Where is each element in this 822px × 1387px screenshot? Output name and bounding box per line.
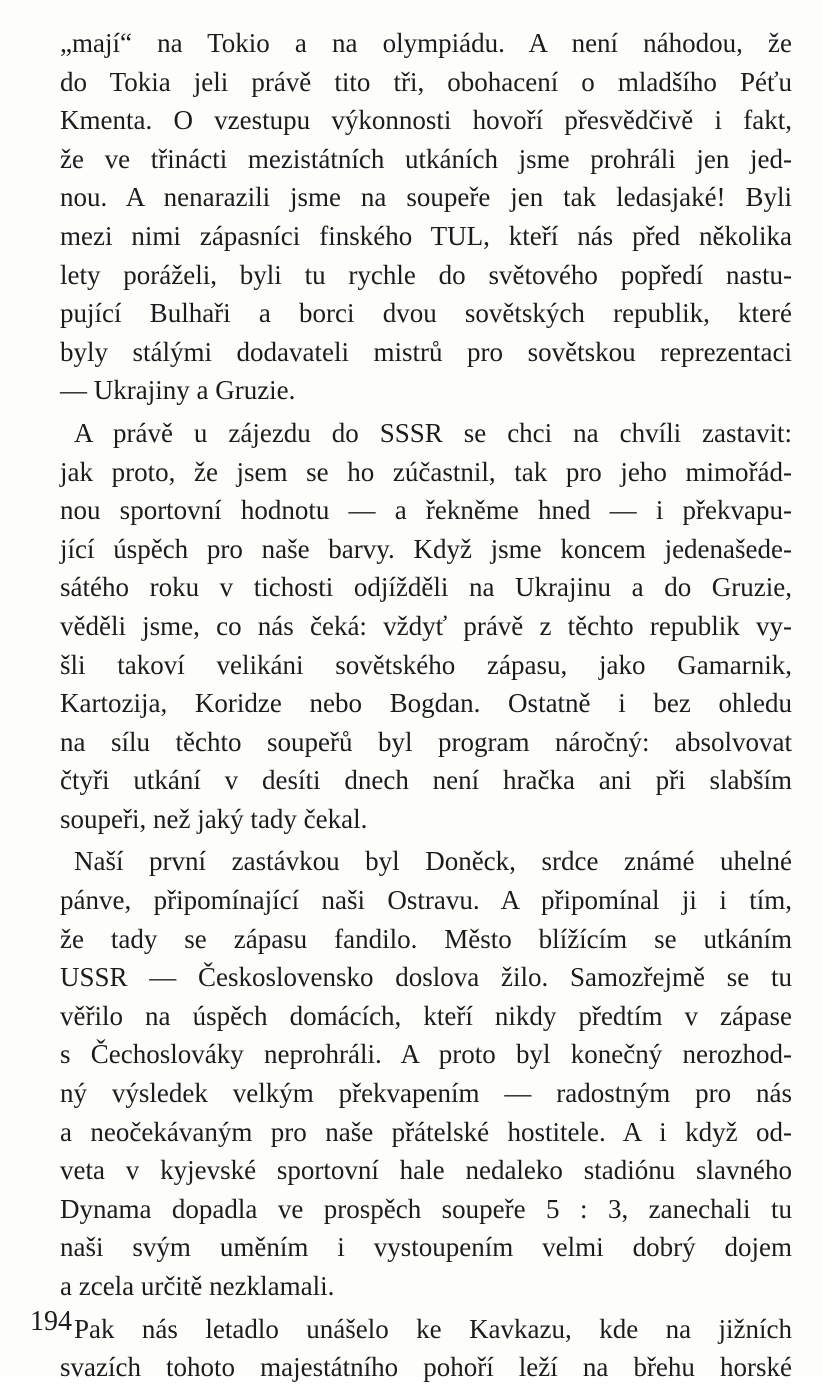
text-line: a neočekávaným pro naše přátelské hostitele. A i když od- [60,1116,792,1147]
text-line: na sílu těchto soupeřů byl program náročný: absolvovat [60,726,792,757]
paragraph [60,1310,792,1387]
text-line: lety poráželi, byli tu rychle do světového popředí nastu- [60,259,792,290]
text-line: Naší první zastávkou byl Doněck, srdce známé uhelné [74,846,792,877]
text-line: ný výsledek velkým překvapením — radostným pro nás [60,1078,792,1109]
text-line: A právě u zájezdu do SSSR se chci na chvíli zastavit: [74,417,792,448]
text-line: „mají“ na Tokio a na olympiádu. A není náhodou, že [60,28,792,58]
text-line: byly stálými dodavateli mistrů pro sovětskou reprezentaci [60,336,792,367]
text-line: soupeři, než jaký tady čekal. [60,803,368,834]
text-line: — Ukrajiny a Gruzie. [60,375,296,406]
text-line: do Tokia jeli právě tito tři, obohacení o mladšího Péťu [60,66,792,97]
text-line: Kmenta. O vzestupu výkonnosti hovoří přesvědčivě i fakt, [60,105,792,136]
text-line: jící úspěch pro naše barvy. Když jsme koncem jedenašede- [60,533,792,564]
text-line: pánve, připomínající naši Ostravu. A připomínal ji i tím, [60,885,792,916]
text-line: věřilo na úspěch domácích, kteří nikdy předtím v zápase [60,1000,792,1031]
text-line: svazích tohoto majestátního pohoří leží na břehu horské [60,1352,792,1383]
text-line: Dynama dopadla ve prospěch soupeře 5 : 3, zanechali tu [60,1193,792,1224]
text-line: že ve třinácti mezistátních utkáních jsme prohráli jen jed- [60,143,792,174]
text-line: pující Bulhaři a borci dvou sovětských republik, které [60,298,792,329]
text-line: věděli jsme, co nás čeká: vždyť právě z těchto republik vy- [60,610,792,641]
text-line: Kartozija, Koridze nebo Bogdan. Ostatně i bez ohledu [60,688,792,719]
paragraph [60,842,792,1305]
text-line: Pak nás letadlo unášelo ke Kavkazu, kde na jižních [74,1313,792,1344]
text-line: nou sportovní hodnotu — a řekněme hned — i překvapu- [60,495,792,526]
text-line: nou. A nenarazili jsme na soupeře jen tak ledasjaké! Byli [60,182,792,213]
text-line: jak proto, že jsem se ho zúčastnil, tak pro jeho mimořád- [60,456,792,487]
text-line: mezi nimi zápasníci finského TUL, kteří nás před několika [60,220,792,251]
body-text [60,24,792,1387]
text-line: veta v kyjevské sportovní hale nedaleko stadiónu slavného [60,1155,792,1186]
text-line: šli takoví velikáni sovětského zápasu, jako Gamarnik, [60,649,792,680]
text-line: a zcela určitě nezklamali. [60,1271,335,1301]
text-line: USSR — Československo doslova žilo. Samozřejmě se tu [60,962,792,993]
text-line: naši svým uměním i vystoupením velmi dobrý dojem [60,1232,792,1263]
paragraph [60,24,792,410]
text-line: čtyři utkání v desíti dnech není hračka ani při slabším [60,765,792,796]
text-line: s Čechoslováky neprohráli. A proto byl konečný nerozhod- [60,1039,792,1070]
paragraph [60,414,792,839]
page-number: 194 [30,1306,72,1337]
text-line: že tady se zápasu fandilo. Město blížícím se utkáním [60,923,792,954]
text-line: sátého roku v tichosti odjížděli na Ukrajinu a do Gruzie, [60,572,792,603]
